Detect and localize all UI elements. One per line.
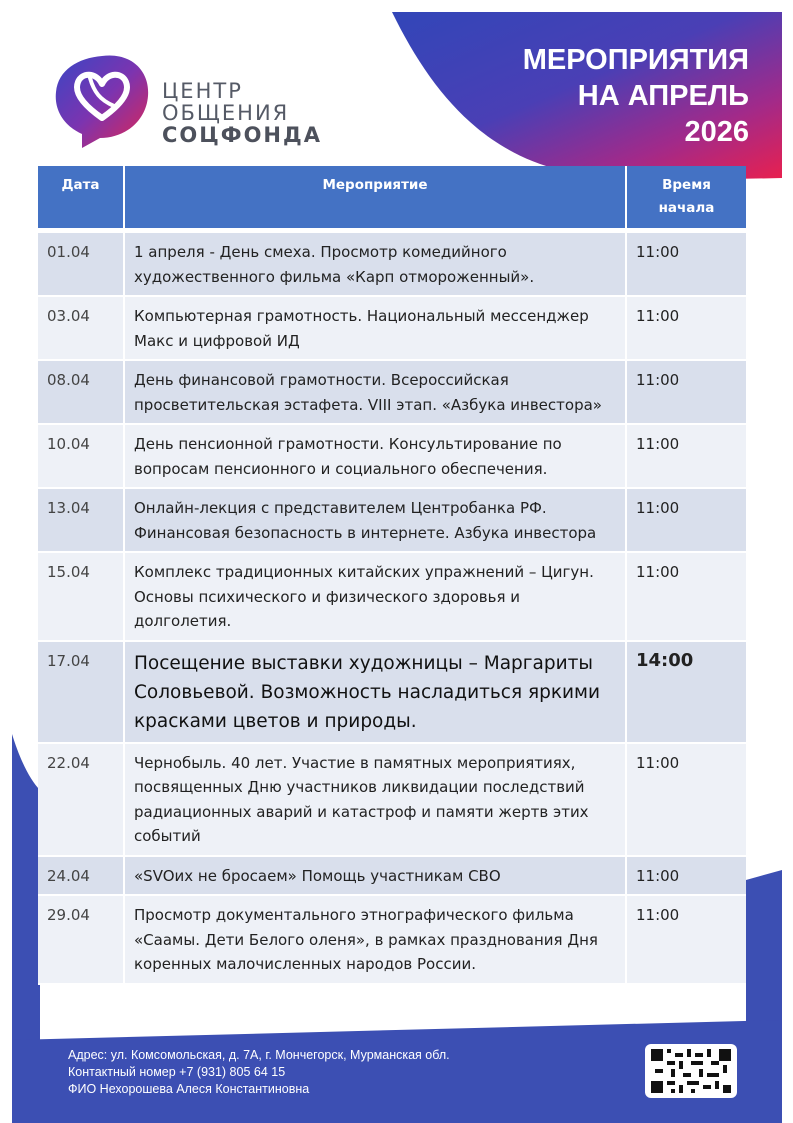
event-description: 1 апреля - День смеха. Просмотр комедийного художественного фильма «Карп отмороженный». <box>124 232 626 296</box>
event-description: День пенсионной грамотности. Консультирование по вопросам пенсионного и социального обеспечения. <box>124 424 626 488</box>
qr-code-icon <box>651 1049 731 1093</box>
heart-logo-icon <box>52 48 152 148</box>
event-date: 13.04 <box>38 488 124 552</box>
event-time: 11:00 <box>626 856 746 896</box>
event-description: День финансовой грамотности. Всероссийская просветительская эстафета. VIII этап. «Азбука инвестора» <box>124 360 626 424</box>
table-row <box>38 424 746 488</box>
contact-person-text: ФИО Нехорошева Алеся Константиновна <box>68 1082 310 1096</box>
event-description: Комплекс традиционных китайских упражнений – Цигун. Основы психического и физического здоровья и долголетия. <box>124 552 626 641</box>
table-row <box>38 641 746 743</box>
event-description: Чернобыль. 40 лет. Участие в памятных мероприятиях, посвященных Дню участников ликвидации последствий радиационных аварий и катастроф и памяти жертв этих событий <box>124 743 626 856</box>
organization-logo-text <box>162 80 322 146</box>
events-table <box>38 166 746 985</box>
event-description: Онлайн-лекция с представителем Центробанка РФ. Финансовая безопасность в интернете. Азбука инвестора <box>124 488 626 552</box>
table-row <box>38 743 746 856</box>
table-header-row <box>38 166 746 228</box>
event-date: 22.04 <box>38 743 124 856</box>
table-row <box>38 552 746 641</box>
event-time: 11:00 <box>626 895 746 984</box>
event-time: 11:00 <box>626 488 746 552</box>
table-row <box>38 360 746 424</box>
event-date: 17.04 <box>38 641 124 743</box>
title-line-3: 2026 <box>684 116 749 148</box>
event-description: «SVOих не бросаем» Помощь участникам СВО <box>124 856 626 896</box>
title-line-2: НА АПРЕЛЬ <box>577 80 749 112</box>
table-row <box>38 856 746 896</box>
event-date: 10.04 <box>38 424 124 488</box>
column-header-time: Время начала <box>626 166 746 228</box>
event-date: 24.04 <box>38 856 124 896</box>
event-description: Посещение выставки художницы – Маргариты Соловьевой. Возможность насладиться яркими красками цветов и природы. <box>124 641 626 743</box>
logo-line-1: ЦЕНТР <box>162 79 243 103</box>
event-time: 11:00 <box>626 424 746 488</box>
column-header-event: Мероприятие <box>124 166 626 228</box>
logo-line-2: ОБЩЕНИЯ <box>162 101 290 125</box>
event-date: 01.04 <box>38 232 124 296</box>
event-time: 11:00 <box>626 552 746 641</box>
event-description: Компьютерная грамотность. Национальный мессенджер Макс и цифровой ИД <box>124 296 626 360</box>
table-row <box>38 895 746 984</box>
qr-code[interactable] <box>645 1044 737 1098</box>
contact-footer <box>68 1047 450 1098</box>
event-time: 11:00 <box>626 743 746 856</box>
event-description: Просмотр документального этнографического фильма «Саамы. Дети Белого оленя», в рамках празднования Дня коренных малочисленных народов России. <box>124 895 626 984</box>
table-row <box>38 296 746 360</box>
address-text: Адрес: ул. Комсомольская, д. 7А, г. Мончегорск, Мурманская обл. <box>68 1048 450 1062</box>
event-time: 11:00 <box>626 232 746 296</box>
event-time: 11:00 <box>626 296 746 360</box>
event-date: 03.04 <box>38 296 124 360</box>
column-header-date: Дата <box>38 166 124 228</box>
phone-text: Контактный номер +7 (931) 805 64 15 <box>68 1065 286 1079</box>
event-date: 29.04 <box>38 895 124 984</box>
title-line-1: МЕРОПРИЯТИЯ <box>522 44 749 76</box>
table-row <box>38 488 746 552</box>
event-date: 08.04 <box>38 360 124 424</box>
page-title <box>523 42 749 150</box>
event-time: 11:00 <box>626 360 746 424</box>
logo-line-3: СОЦФОНДА <box>162 123 322 147</box>
event-time: 14:00 <box>626 641 746 743</box>
event-date: 15.04 <box>38 552 124 641</box>
table-row <box>38 232 746 296</box>
